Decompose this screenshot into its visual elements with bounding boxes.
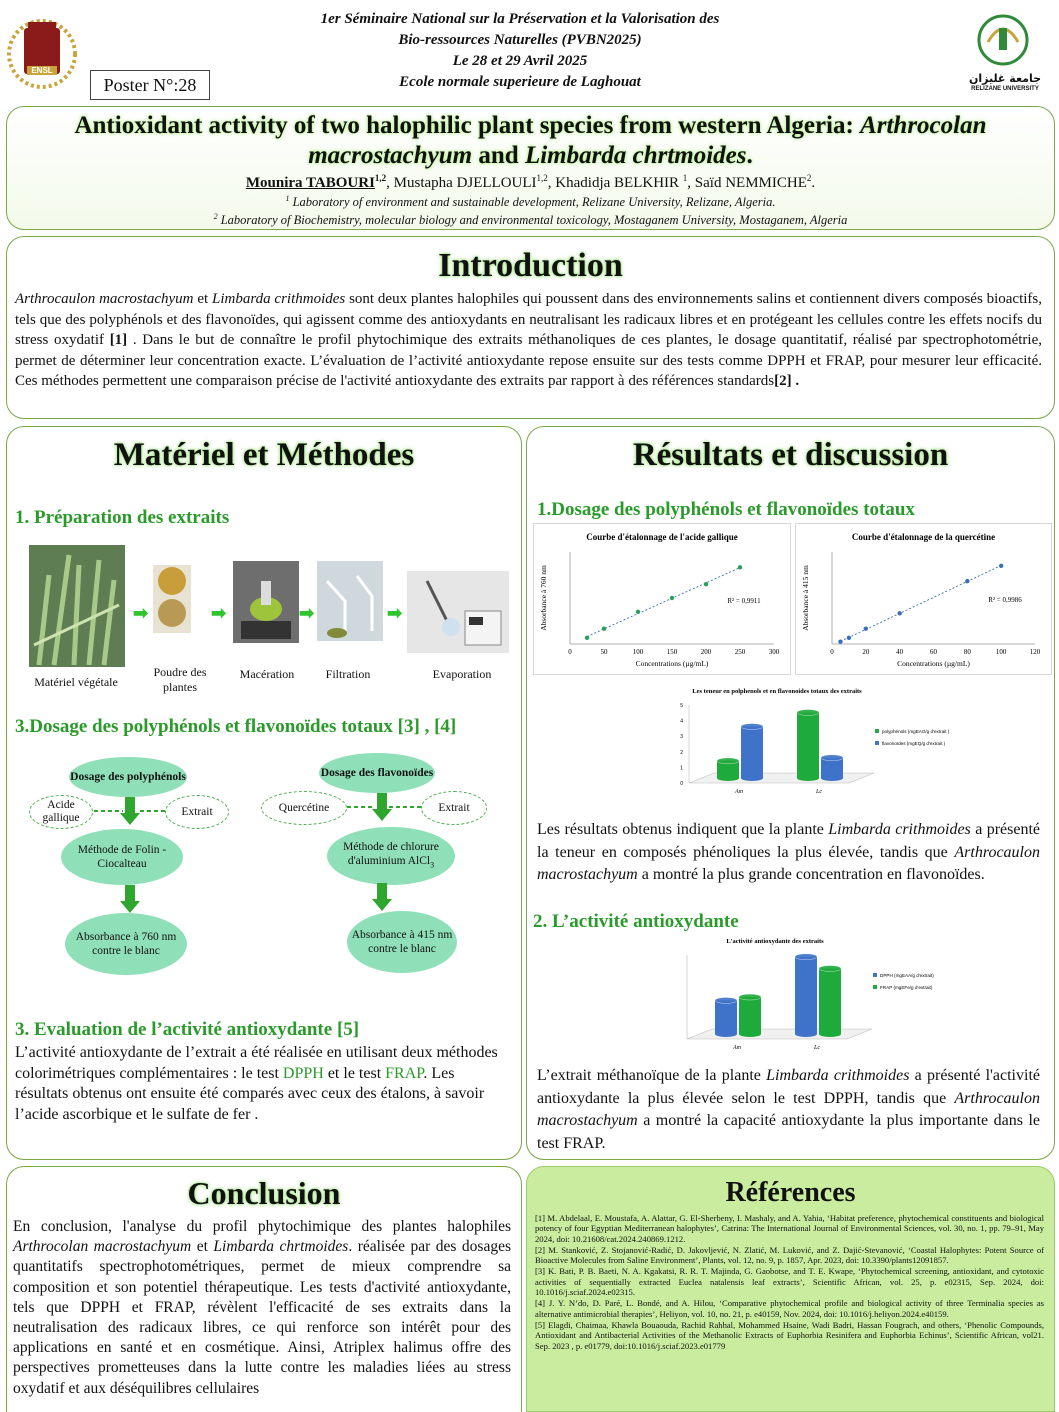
bar [741,727,763,778]
results-heading: Résultats et discussion [632,437,949,473]
conclusion-heading: Conclusion [187,1175,341,1211]
chart-title: Les teneur en polphenols et en flavonoides totaux des extraits [692,688,862,695]
data-point [738,565,742,569]
y-tick-label: 5 [680,703,683,709]
data-point [864,626,868,630]
chart-title: Courbe d'étalonnage de l'acide gallique [586,532,738,542]
flow-poly-method: Méthode de Folin - Ciocalteau [61,829,183,885]
category-label: Lc [816,789,822,795]
step-powder: Poudre des plantes [153,665,207,694]
x-tick-label: 150 [666,648,678,656]
step-filtration: Filtration [325,667,371,681]
seminar-date: Le 28 et 29 Avril 2025 [452,53,588,69]
trend-line [587,568,740,637]
arrow-right-icon: ➡ [299,603,315,623]
data-point [965,579,969,583]
powder-photo [153,565,191,633]
flow-flav-arrows [343,787,435,917]
results-section-1: 1.Dosage des polyphénols et flavonoïdes totaux [537,499,915,520]
methods-section-4: 3. Evaluation de l’activité antioxydante [5] [15,1019,360,1040]
flow-flav-title: Dosage des flavonoïdes [319,753,435,793]
x-tick-label: 50 [600,648,608,656]
data-point [585,636,589,640]
flow-poly-title: Dosage des polyphénols [69,757,187,797]
evaporation-photo [407,571,509,653]
conclusion-text: En conclusion, l'analyse du profil phytochimique des plantes halophiles Arthrocolan macrostachyum et Limbarda chrtmoides. réalisée par des dosages quantitatifs spectrophotométriques, permet de mieux comprendre sa composition et son potentiel thérapeutique. Les tests d'activité antioxydante, tels que DPPH et FRAP, révèlent l'efficacité de ses extraits dans la neutralisation des radicaux libres, ce qui renforce son intérêt pour des applications en santé et en cosmétique. Ainsi, Atriplex halimus offre des perspectives prometteuses dans la lutte contre les maladies liées au stress oxydatif et aux déséquilibres cellulaires [13,1218,511,1397]
seminar-title-line2: Bio-ressources Naturelles (PVBN2025) [398,32,642,48]
conclusion-panel [6,1166,522,1412]
legend-swatch [875,741,879,745]
antioxidant-bar-svg [665,933,935,1059]
bar-cap [797,709,819,715]
flow-flav-method: Méthode de chlorure d'aluminium AlCl$_3$ [327,827,455,885]
y-tick-label: 4 [680,718,683,725]
category-label: Am [733,1045,741,1051]
x-tick-label: 20 [862,648,870,656]
x-tick-label: 0 [830,648,834,656]
data-point [670,596,674,600]
category-label: Lc [814,1045,820,1051]
bar [715,1000,737,1034]
results-text-1: Les résultats obtenus indiquent que la plante Limbarda crithmoides a présenté la teneur en composés phénoliques la plus élevée, tandis que Arthrocaulon macrostachyum a montré la plus grande concentration en flavonoïdes. [537,821,1041,883]
gallic-acid-chart-svg [534,524,790,674]
legend-label: flavonoïdes (mgEQ/g d'extrait ) [882,741,946,746]
arrow-right-icon: ➡ [133,603,149,623]
reference-item: [4] J. Y. N’do, D. Paré, L. Bondé, and A. Hilou, ‘Comparative phytochemical profile and biological activity of three Terminalia species as alternative antimicrobial therapies’, Heliyon, vol. 10, no. 21, p. e40159, Nov. 2024, doi: 10.1016/j.heliyon.2024.e40159. [535,1298,1044,1319]
data-point [602,626,606,630]
step-plant-material: Matériel végétale [34,675,118,689]
bar-cap [819,965,841,971]
data-point [704,582,708,586]
introduction-text: Arthrocaulon macrostachyum et Limbarda crithmoides sont deux plantes halophiles qui poussent dans des environnements salins et contiennent divers composés bioactifs, tels que des polyphénols et des flavonoïdes, qui agissent comme des antioxydants en neutralisant les radicaux libres et en protégeant les cellules contre les effets nocifs du stress oxydatif [1] . Dans le but de connaître le profil phytochimique des extraits méthanoliques de ces plantes, le dosage quantitatif, réalisé par spectrophotométrie, permet de déterminer leur concentration exacte. L’évaluation de l’activité antioxydante repose ensuite sur des tests comme DPPH et FRAP, pour mesurer leur efficacité. Ces méthodes permettent une comparaison précise de l'activité antioxydante des extraits par rapport à des références standards[2] . [15,291,1042,390]
ensl-logo-text: ENSL [31,66,53,75]
bar-base [741,775,763,781]
bar-cap [741,724,763,730]
r-squared-label: R² = 0,9911 [727,597,761,606]
references-heading: Références [725,1177,856,1208]
bar [797,712,819,778]
quercetin-chart-svg [796,524,1051,674]
reference-item: [1] M. Abdelaal, E. Moustafa, A. Alattar, G. El-Sherbeny, I. Mashaly, and A. Yahia, ‘Habitat preference, phytochemical constituents and biological potency of four Egyptian Mediterranean halophytes’, Catrina: The International Journal of Environmental Sciences, vol. 30, no. 1, pp. 79–91, May 2024, doi: 10.21608/cat.2024.240869.1212. [535,1213,1044,1244]
y-axis-label: Absorbance à 415 nm [801,565,810,631]
arrow-right-icon: ➡ [211,603,227,623]
phenolic-bar-svg [667,683,950,803]
flow-poly-extract: Extrait [165,795,229,829]
references-list [535,1213,1044,1352]
references-panel [526,1166,1055,1412]
seminar-venue: Ecole normale superieure de Laghouat [399,74,641,90]
title-panel [6,106,1055,230]
y-tick-label: 1 [680,765,683,772]
antioxidant-bar-chart [665,933,935,1059]
bar-base [795,1031,817,1037]
bar-base [715,1031,737,1037]
bar-base [739,1031,761,1037]
methods-heading: Matériel et Méthodes [113,437,415,473]
methods-panel [6,426,522,1160]
bar-base [797,775,819,781]
flow-poly-standard: Acide gallique [29,795,93,829]
flow-flav-result: Absorbance à 415 nm contre le blanc [347,911,457,973]
x-tick-label: 300 [768,648,780,656]
legend-swatch [873,973,877,977]
relizane-logo-arabic: جامعة غليزان [968,72,1042,85]
chart-title: Courbe d'étalonnage de la quercétine [851,532,996,542]
category-label: Am [735,789,743,795]
affiliation-2: $^2$ Laboratory of Biochemistry, molecular biology and environmental toxicology, Mostaganem University, Mostaganem, Algeria [213,212,848,228]
bar-cap [795,954,817,960]
step-maceration: Macération [239,667,295,681]
gallic-acid-calibration-chart [533,523,791,675]
x-tick-label: 200 [700,648,712,656]
flow-flav-standard: Quercétine [261,791,347,825]
data-point [636,610,640,614]
bar [739,997,761,1034]
x-axis-label: Concentrations (µg/mL) [635,659,709,668]
data-point [897,611,901,615]
results-panel [526,426,1055,1160]
authors: Mounira TABOURI$^{1,2}$, Mustapha DJELLOULI$^{1,2}$, Khadidja BELKHIR $^1$, Saïd NEMMICHE$^2$. [245,173,816,191]
legend-swatch [875,729,879,733]
y-tick-label: 0 [680,781,683,787]
methods-section-3: 3.Dosage des polyphénols et flavonoïdes totaux [3] , [4] [15,716,457,737]
bar-base [819,1031,841,1037]
legend-label: DPPH (mgEAA/g d'extrait) [880,973,934,978]
affiliation-1: $^1$ Laboratory of environment and sustainable development, Relizane University, Relizane, Algeria. [285,194,776,210]
filtration-photo [317,561,383,641]
x-tick-label: 60 [930,648,937,656]
flow-poly-result: Absorbance à 760 nm contre le blanc [65,913,187,975]
quercetin-calibration-chart [795,523,1052,675]
y-tick-label: 2 [680,749,683,756]
x-tick-label: 250 [734,648,746,656]
bar-cap [739,994,761,1000]
x-tick-label: 80 [963,648,971,656]
y-axis-label: Absorbance à 760 nm [539,565,548,631]
x-tick-label: 40 [896,648,904,656]
introduction-heading: Introduction [438,247,623,284]
poster-number: Poster N°:28 [90,70,210,100]
x-tick-label: 0 [568,648,572,656]
flow-flav-extract: Extrait [421,791,487,825]
phenolic-content-bar-chart [667,683,950,803]
flow-poly-arrows [87,791,179,921]
bar-cap [715,997,737,1003]
bar-base [717,775,739,781]
chart-floor [689,773,874,783]
reference-item: [5] Elagdi, Chaimaa, Khawla Bouaouda, Rachid Rahhal, Mohammed Hsaine, Wadi Badri, Hassan Fougrach, and others, ‘Phenolic Compounds, Antioxidant and Antibacterial Activities of the Methanolic Extracts of Euphorbia Resinifera and Euphorbia Echinus’, Scientific African, vol21. Sep. 2023 , p. e01779, doi:10.1016/j.sciaf.2023.e01779 [535,1319,1044,1351]
relizane-logo [968,12,1038,72]
arrow-right-icon: ➡ [387,603,403,623]
methods-section-1: 1. Préparation des extraits [15,507,230,528]
x-axis-label: Concentrations (µg/mL) [897,659,970,668]
legend-label: polyphénols (mgEAG/g d'extrait ) [882,729,950,734]
maceration-photo [233,561,299,643]
x-tick-label: 100 [995,648,1007,656]
results-text-2: L’extrait méthanoïque de la plante Limbarda crithmoides a présenté l'activité antioxydante la plus élevée selon le test DPPH, tandis que Arthrocaulon macrostachyum a montré la capacité antioxydante la plus importante dans le test FRAP. [537,1067,1040,1152]
data-point [838,640,842,644]
results-section-2: 2. L’activité antioxydante [533,911,739,932]
reference-item: [2] M. Stanković, Z. Stojanović-Radić, D. Jakovljević, N. Zlatić, M. Luković, and Z. Dajić-Stevanović, ‘Coastal Halophytes: Potent Source of Bioactive Molecules from Saline Environment’, Plants, vol. 12, no. 9, p. 1857, Apr. 2023, doi: 10.3390/plants12091857. [535,1244,1044,1266]
bar-base [821,775,843,781]
ensl-logo [6,14,78,90]
chart-floor [687,1029,872,1039]
chart-title: L'activité antioxydante des extraits [726,938,824,945]
seminar-title-line1: 1er Séminaire National sur la Préservation et la Valorisation des [320,11,720,27]
y-tick-label: 3 [680,734,683,741]
bar-cap [821,755,843,761]
x-tick-label: 100 [632,648,644,656]
methods-antioxidant-text: L’activité antioxydante de l’extrait a été réalisée en utilisant deux méthodes colorimétriques complémentaires : le test DPPH et le test FRAP. Les résultats obtenus ont ensuite été comparés avec ceux des étalons, à savoir l’acide ascorbique et le sulfate de fer . [15,1044,498,1123]
bar-cap [717,758,739,764]
bar [795,957,817,1034]
data-point [999,564,1003,568]
introduction-panel [6,236,1055,419]
bar [819,968,841,1034]
reference-item: [3] K. Bati, P. B. Baeti, N. A. Kgakatsi, R. R. T. Majinda, G. Gaobotse, and T. E. Kwape, ‘Phytochemical screening, antioxidant, and cytotoxic activities of sequentially extracted Euclea natalensis leaf extracts’, Scientific African, vol. 25, p. e02315, Sep. 2024, doi: 10.1016/j.sciaf.2024.e02315. [535,1266,1044,1298]
legend-swatch [873,985,877,989]
poster-title: Antioxidant activity of two halophilic plant species from western Algeria: Arthrocolan macrostachyum and Limbarda chrtmoides. [74,112,987,169]
legend-label: FRAP (mgEFe/g d'extrait) [880,985,933,990]
step-evaporation: Evaporation [432,667,492,681]
x-tick-label: 120 [1029,648,1041,656]
r-squared-label: R² = 0,9986 [988,595,1022,604]
data-point [847,636,851,640]
relizane-logo-sub: RELIZANE UNIVERSITY [971,86,1039,92]
plant-photo [29,545,125,667]
